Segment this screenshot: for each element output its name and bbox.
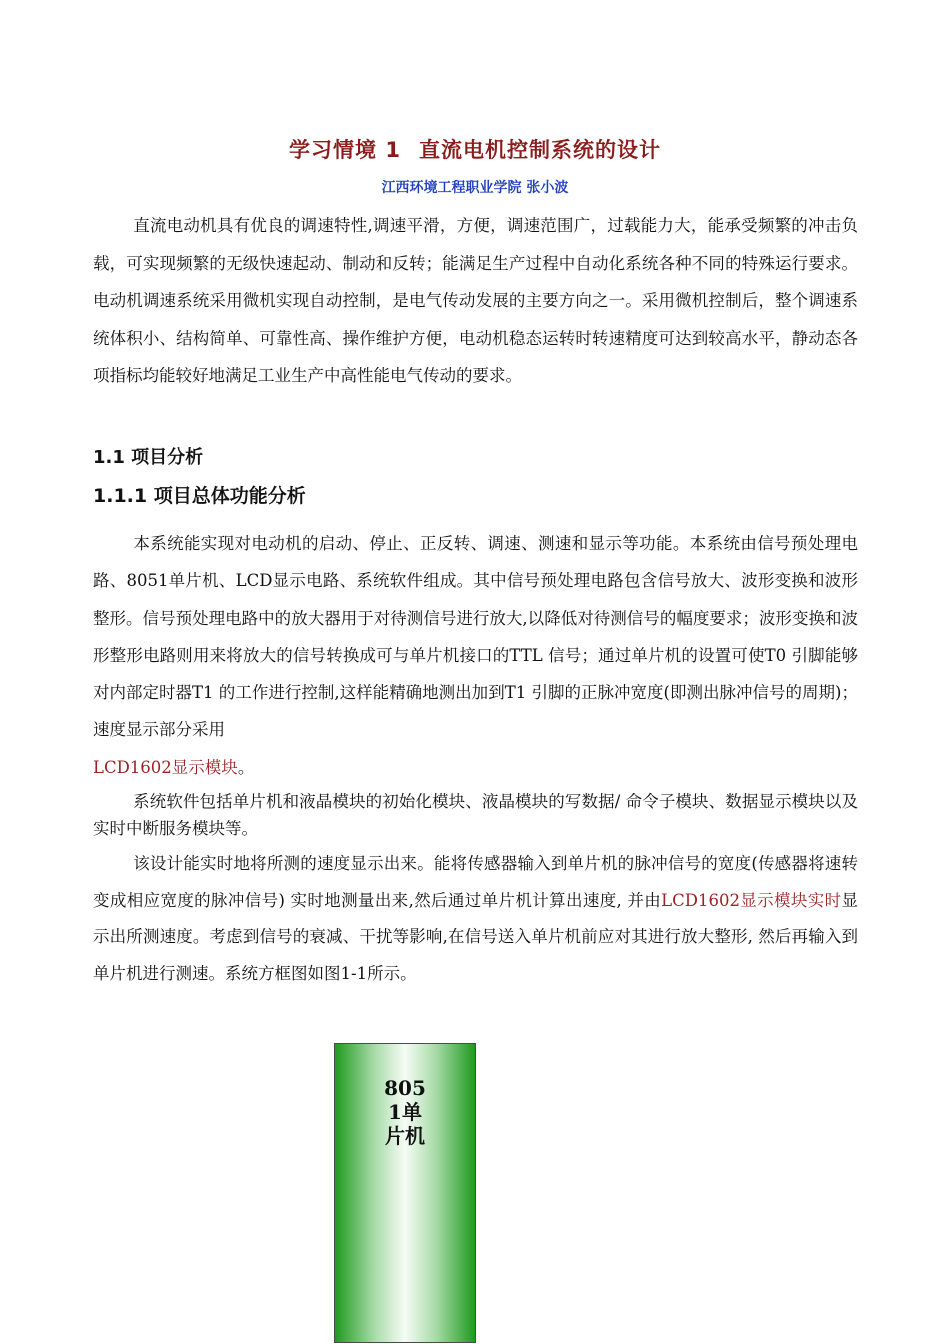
lcd-module-link: LCD1602显示模块 xyxy=(93,757,238,777)
mcu-label: 8051单片机 xyxy=(384,1076,426,1148)
author-line: 江西环境工程职业学院 张小波 xyxy=(381,180,569,196)
function-end: 。 xyxy=(237,757,255,777)
function-text: 本系统能实现对电动机的启动、停止、正反转、调速、测速和显示等功能。本系统由信号预处理电路、8051单片机、LCD显示电路、系统软件组成。其中信号预处理电路包含信号放大、波形变换和波形整形。信号预处理电路中的放大器用于对待测信号进行放大,以降低对待测信号的幅度要求；波形变换和波形整形电路则用来将放大的信号转换成可与单片机接口的TTL 信号；通过单片机的设置可使T0 引脚能够对内部定时器T1 的工作进行控制,这样能精确地测出加到T1 引脚的正脉冲宽度(即测出脉冲信号的周期)；速度显示部分采用 xyxy=(93,534,858,740)
software-paragraph xyxy=(93,788,858,842)
page-title xyxy=(0,134,950,164)
title-text: 直流电机控制系统的设计 xyxy=(418,138,661,162)
section-heading: 1.1 项目分析 xyxy=(93,447,204,468)
design-text-after: 显示出所测速度。考虑到信号的衰减、干扰等影响,在信号送入单片机前应对其进行放大整形, 然后再输入到单片机进行测速。系统方框图如图1-1所示。 xyxy=(93,890,858,983)
intro-text: 直流电动机具有优良的调速特性,调速平滑，方便，调速范围广，过载能力大，能承受频繁的冲击负载，可实现频繁的无级快速起动、制动和反转；能满足生产过程中自动化系统各种不同的特殊运行要求。电动机调速系统采用微机实现自动控制，是电气传动发展的主要方向之一。采用微机控制后，整个调速系统体积小、结构简单、可靠性高、操作维护方便，电动机稳态运转时转速精度可达到较高水平，静动态各项指标均能较好地满足工业生产中高性能电气传动的要求。 xyxy=(93,216,858,385)
software-text: 系统软件包括单片机和液晶模块的初始化模块、液晶模块的写数据/ 命令子模块、数据显示模块以及实时中断服务模块等。 xyxy=(93,792,858,838)
subsection-heading: 1.1.1 项目总体功能分析 xyxy=(93,485,306,507)
intro-paragraph xyxy=(93,207,858,395)
function-paragraph xyxy=(93,525,858,786)
lcd-realtime-link: LCD1602显示模块实时 xyxy=(661,890,842,910)
title-prefix: 学习情境 1 xyxy=(289,138,401,162)
mcu-block xyxy=(334,1043,476,1343)
design-text-before: 该设计能实时地将所测的速度显示出来。能将传感器输入到单片机的脉冲信号的宽度(传感器将速转变成相应宽度的脉冲信号) 实时地测量出来,然后通过单片机计算出速度, 并由 xyxy=(93,854,858,910)
design-paragraph xyxy=(93,846,858,992)
